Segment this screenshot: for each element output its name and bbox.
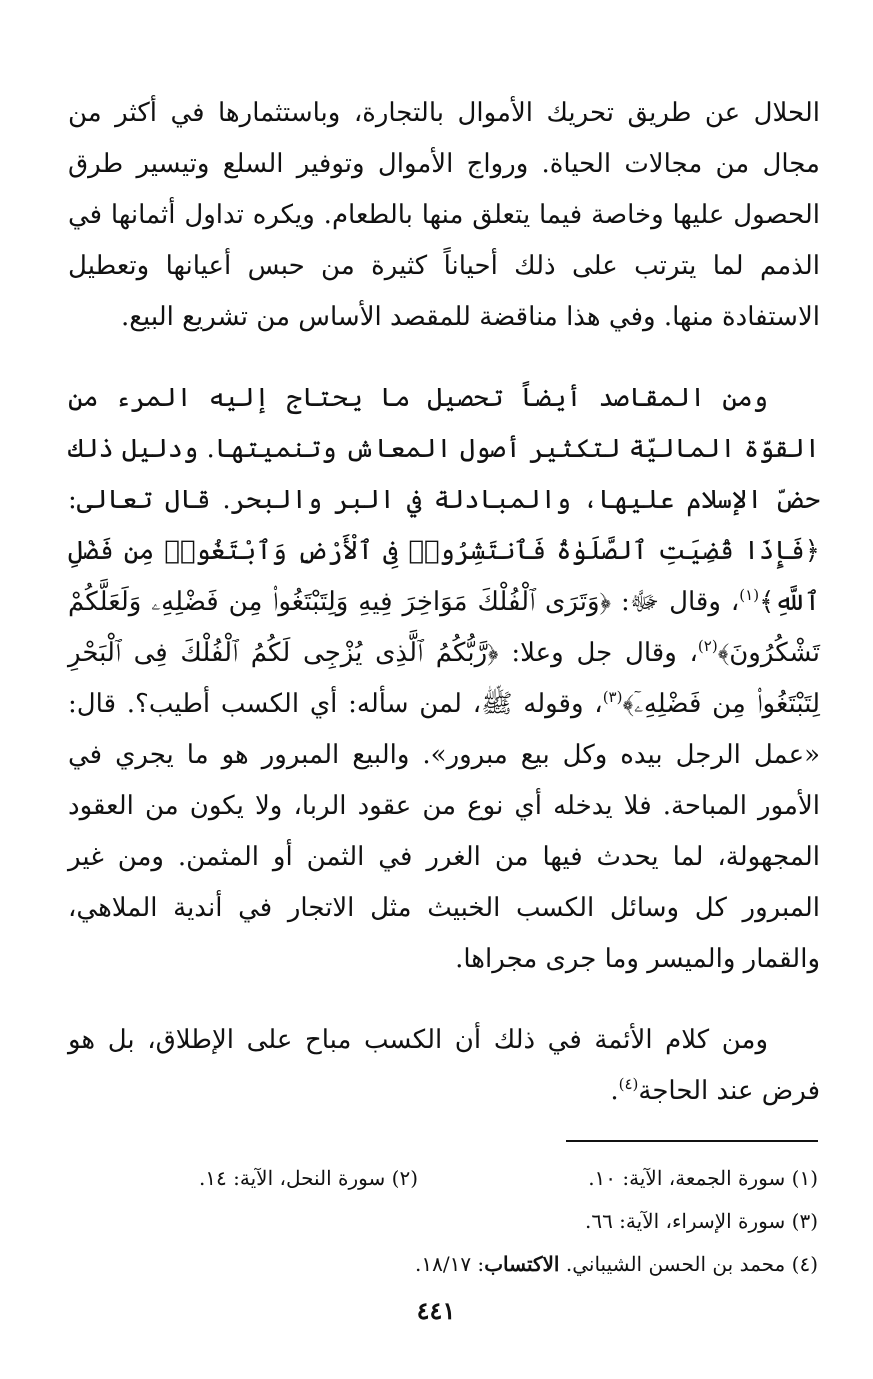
footnote-3: (٣) سورة الإسراء، الآية: ٦٦.	[584, 1209, 818, 1233]
footnote-2: (٢) سورة النحل، الآية: ١٤.	[198, 1166, 418, 1190]
footnote-1: (١) سورة الجمعة، الآية: ١٠.	[588, 1166, 818, 1190]
paragraph-1: الحلال عن طريق تحريك الأموال بالتجارة، وباستثمارها في أكثر من مجال من مجالات الحياة. ورواج الأموال وتوفير السلع وتيسير طرق الحصول عليها وخاصة فيما يتعلق منها بالطعام. ويكره تداول أثمانها في الذمم لما يترتب على ذلك أحياناً كثيرة من حبس أعيانها وتعطيل الاستفادة منها. وفي هذا مناقضة للمقصد الأساس من تشريع البيع.	[68, 98, 820, 332]
footnote-4-reference: : ١٨/١٧.	[415, 1252, 485, 1276]
paragraph-3-part-1: ومن كلام الأئمة في ذلك أن الكسب مباح على الإطلاق، بل هو فرض عند الحاجة	[68, 1025, 820, 1106]
footnote-ref-3[interactable]: (٣)	[602, 688, 623, 706]
paragraph-3	[68, 1015, 820, 1117]
paragraph-2-part-4: ، وقوله ﷺ، لمن سأله: أي الكسب أطيب؟. قال: «عمل الرجل بيده وكل بيع مبرور». والبيع المبرور هو ما يجري في الأمور المباحة. فلا يدخله أي نوع من عقود الربا، ولا يكون من العقود المجهولة، لما يحدث فيها من الغرر في الثمن أو المثمن. ومن غير المبرور كل وسائل الكسب الخبيث مثل الاتجار في أندية الملاهي، والقمار والميسر وما جرى مجراها.	[68, 689, 820, 974]
footnote-4-author: (٤) محمد بن الحسن الشيباني.	[565, 1252, 818, 1276]
page-body	[68, 88, 820, 1117]
paragraph-2-part-3: ، وقال جل وعلا: ﴿رَّبُّكُمُ ٱلَّذِى يُزْجِى لَكُمُ ٱلْفُلْكَ فِى ٱلْبَحْرِ لِتَبْتَغُوا۟ مِن فَضْلِهِۦٓ﴾	[68, 638, 820, 719]
paragraph-2-part-1: ومن المقاصد أيضاً تحصيل ما يحتاج إليه المرء من القوّة الماليّة لتكثير أصول المعاش وتنميتها. ودليل ذلك حضّ الإسلام عليها، والمبادلة في البر والبحر. قال تعالى: ﴿فَإِذَا قُضِيَتِ ٱلصَّلَوٰةُ فَٱنتَشِرُوا۟ فِى ٱلْأَرْضِ وَٱبْتَغُوا۟ مِن فَضْلِ ٱللَّهِ﴾	[68, 383, 820, 617]
paragraph-2-part-2: ، وقال ﷻ: ﴿وَتَرَى ٱلْفُلْكَ مَوَاخِرَ فِيهِ وَلِتَبْتَغُوا۟ مِن فَضْلِهِۦ وَلَعَلَّكُمْ تَشْكُرُونَ﴾	[68, 587, 820, 668]
footnote-ref-4[interactable]: (٤)	[618, 1075, 639, 1093]
paragraph-2	[68, 373, 820, 985]
footnote-ref-2[interactable]: (٢)	[697, 637, 718, 655]
footnote-4-book-title: الاكتساب	[484, 1252, 560, 1276]
footnote-ref-1[interactable]: (١)	[739, 586, 760, 604]
page-number: ٤٤١	[416, 1296, 456, 1325]
paragraph-3-part-2: .	[610, 1076, 619, 1106]
footnote-4	[415, 1249, 818, 1279]
footnote-divider	[566, 1140, 818, 1142]
